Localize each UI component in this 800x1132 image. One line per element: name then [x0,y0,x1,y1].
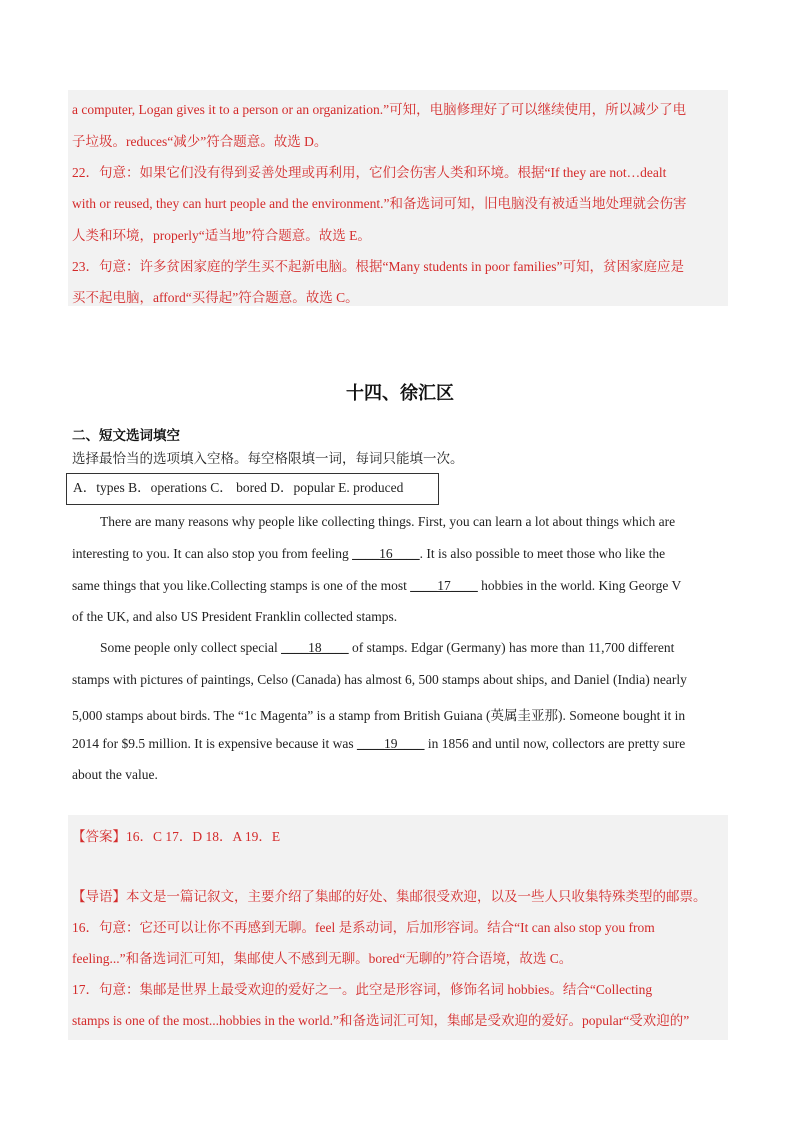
explanation-line: 子垃圾。reduces“减少”符合题意。故选 D。 [72,134,328,149]
explanation-line: stamps is one of the most...hobbies in the world.”和备选词汇可知，集邮是受欢迎的爱好。popular“受欢迎的” [72,1013,690,1028]
section-title: 十四、徐汇区 [346,383,454,403]
explanation-line: 17．句意：集邮是世界上最受欢迎的爱好之一。此空是形容词，修饰名词 hobbies。结合“Collecting [72,982,653,997]
explanation-line: with or reused, they can hurt people and the environment.”和备选词可知，旧电脑没有被适当地处理就会伤害 [72,196,687,211]
explanation-line: a computer, Logan gives it to a person or an organization.”可知，电脑修理好了可以继续使用，所以减少了电 [72,102,687,117]
passage-line [72,578,681,594]
explanation-line: 人类和环境，properly“适当地”符合题意。故选 E。 [72,228,371,243]
passage-text: 2014 for $9.5 million. It is expensive because it was [72,736,357,751]
passage-line: about the value. [72,767,158,782]
passage-line: of the UK, and also US President Franklin collected stamps. [72,609,398,624]
answer-key: 【答案】16．C 17．D 18．A 19．E [72,829,281,844]
explanation-line: feeling...”和备选词汇可知，集邮使人不感到无聊。bored“无聊的”符合语境，故选 C。 [72,951,573,966]
passage-text: interesting to you. It can also stop you from feeling [72,546,353,561]
explanation-line: 22．句意：如果它们没有得到妥善处理或再利用，它们会伤害人类和环境。根据“If they are not…dealt [72,165,667,180]
blank-18: ____18____ [281,640,349,655]
blank-17: ____17____ [410,578,478,593]
passage-text: hobbies in the world. King George V [477,578,682,593]
passage-text: . It is also possible to meet those who like the [419,546,666,561]
answer-block [68,815,728,1040]
passage-text: same things that you like.Collecting stamps is one of the most [72,578,411,593]
passage-line [100,640,674,656]
word-options-box: A．types B．operations C． bored D．popular E. produced [66,473,439,505]
passage-line [72,736,685,752]
passage-line [72,546,665,562]
top-explanation-block [68,90,728,306]
passage-text: of stamps. Edgar (Germany) has more than 11,700 different [348,640,675,655]
blank-16: ____16____ [352,546,420,561]
passage-text: in 1856 and until now, collectors are pretty sure [424,736,686,751]
passage-line: stamps with pictures of paintings, Celso (Canada) has almost 6, 500 stamps about ships, and Daniel (India) nearly [72,672,687,687]
explanation-line: 买不起电脑，afford“买得起”符合题意。故选 C。 [72,290,359,305]
instruction-text: 选择最恰当的选项填入空格。每空格限填一词，每词只能填一次。 [72,451,464,466]
passage-line: There are many reasons why people like collecting things. First, you can learn a lot about things which are [100,514,676,529]
explanation-line: 16．句意：它还可以让你不再感到无聊。feel 是系动词，后加形容词。结合“It can also stop you from [72,920,655,935]
blank-19: ____19____ [356,736,425,751]
explanation-line: 【导语】本文是一篇记叙文，主要介绍了集邮的好处、集邮很受欢迎，以及一些人只收集特殊类型的邮票。 [72,889,707,904]
explanation-line: 23．句意：许多贫困家庭的学生买不起新电脑。根据“Many students in poor families”可知，贫困家庭应是 [72,259,684,274]
passage-text: Some people only collect special [100,640,282,655]
passage-line: 5,000 stamps about birds. The “1c Magenta” is a stamp from British Guiana (英属圭亚那). Someone bought it in [72,708,686,723]
sub-heading: 二、短文选词填空 [72,428,180,443]
